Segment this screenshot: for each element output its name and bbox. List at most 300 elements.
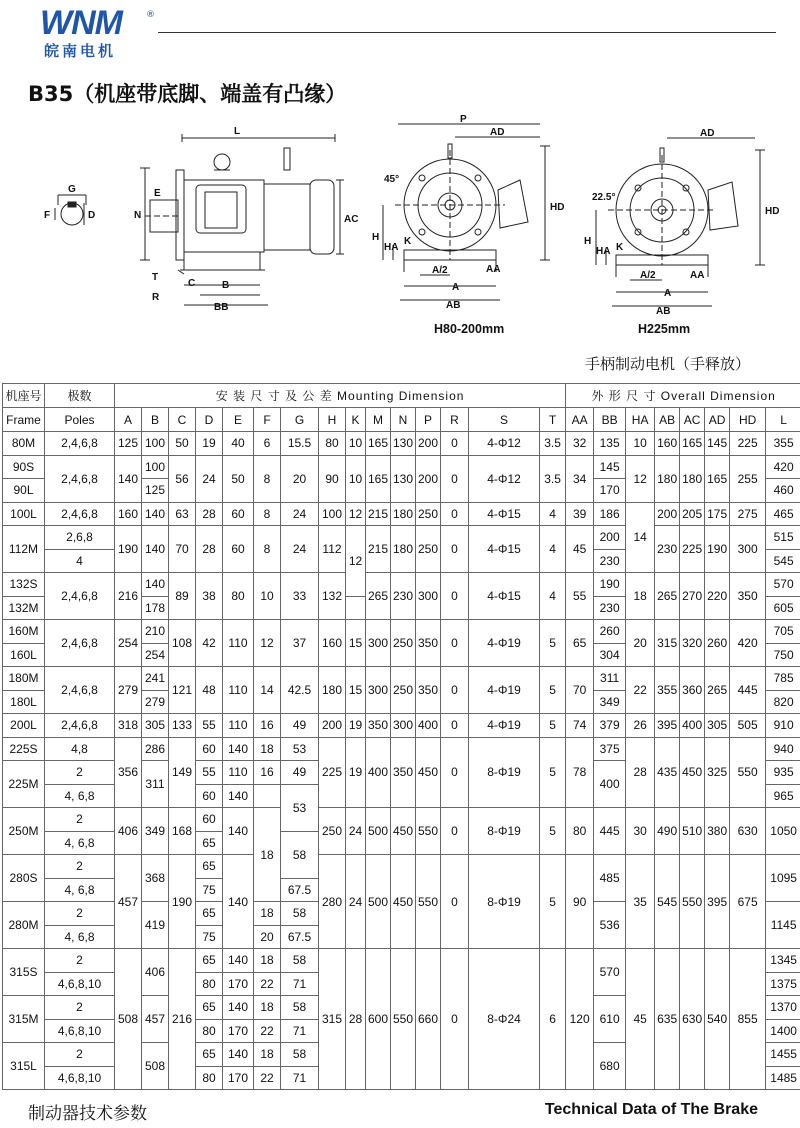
table-row [3, 455, 800, 479]
cell-g: 53 [281, 784, 319, 831]
cell-ha: 14 [626, 502, 655, 573]
cell-e: 140 [223, 949, 254, 973]
cell-ha: 18 [626, 573, 655, 620]
cell-frame: 132S [3, 573, 45, 597]
cell-frame: 112M [3, 526, 45, 573]
cell-f: 18 [254, 996, 281, 1020]
cell-a: 356 [115, 737, 142, 808]
cell-b: 457 [142, 996, 169, 1043]
table-row [3, 667, 800, 691]
cell-b: 210 [142, 620, 169, 644]
cell-s: 8-Φ19 [469, 737, 540, 808]
cell-b: 368 [142, 855, 169, 902]
cell-n: 180 [391, 502, 416, 526]
cell-l: 570 [766, 573, 800, 597]
cell-frame: 315S [3, 949, 45, 996]
label-B: B [222, 280, 230, 291]
cell-ad: 165 [705, 455, 730, 502]
cell-e: 110 [223, 620, 254, 667]
cell-t: 5 [540, 667, 566, 714]
cell-s: 4-Φ15 [469, 573, 540, 620]
dimension-table [2, 383, 800, 1090]
cell-t: 5 [540, 714, 566, 738]
cell-l: 515 [766, 526, 800, 550]
cell-l: 965 [766, 784, 800, 808]
cell-n: 250 [391, 620, 416, 667]
cell-n: 180 [391, 526, 416, 573]
label-A2: A/2 [432, 265, 448, 276]
cell-l: 935 [766, 761, 800, 785]
cell-d: 65 [196, 996, 223, 1020]
cell-ab: 490 [655, 808, 680, 855]
cell-d: 28 [196, 502, 223, 526]
header-poles-cn: 极数 [45, 384, 115, 408]
cell-e: 170 [223, 1019, 254, 1043]
cell-g: 71 [281, 972, 319, 996]
cell-b: 419 [142, 902, 169, 949]
cell-b: 349 [142, 808, 169, 855]
label-D: D [88, 210, 96, 221]
table-row [3, 573, 800, 597]
label-A: A [452, 282, 460, 293]
cell-poles: 2 [45, 996, 115, 1020]
cell-c: 121 [169, 667, 196, 714]
cell-h: 315 [319, 949, 346, 1090]
cell-g: 33 [281, 573, 319, 620]
col-M: M [366, 408, 391, 432]
cell-poles: 4 [45, 549, 115, 573]
cell-bb: 400 [594, 761, 626, 808]
cell-s: 8-Φ24 [469, 949, 540, 1090]
label-AA-2: AA [690, 270, 705, 281]
cell-g: 58 [281, 902, 319, 926]
cell-l: 1485 [766, 1066, 800, 1090]
cell-e: 60 [223, 526, 254, 573]
cell-bb: 200 [594, 526, 626, 550]
label-G: G [68, 184, 76, 195]
cell-e: 110 [223, 761, 254, 785]
cell-ad: 380 [705, 808, 730, 855]
cell-l: 545 [766, 549, 800, 573]
cell-h: 100 [319, 502, 346, 526]
cell-s: 4-Φ19 [469, 714, 540, 738]
cell-hd: 420 [730, 620, 766, 667]
cell-b: 178 [142, 596, 169, 620]
cell-g: 20 [281, 455, 319, 502]
cell-m: 165 [366, 432, 391, 456]
cell-ha: 22 [626, 667, 655, 714]
cell-l: 1400 [766, 1019, 800, 1043]
cell-l: 705 [766, 620, 800, 644]
cell-g: 49 [281, 714, 319, 738]
cell-d: 65 [196, 1043, 223, 1067]
label-L: L [234, 126, 241, 137]
label-AB-2: AB [656, 306, 671, 317]
cell-b: 100 [142, 455, 169, 479]
cell-frame: 160L [3, 643, 45, 667]
cell-frame: 90L [3, 479, 45, 503]
cell-r: 0 [441, 949, 469, 1090]
cell-poles: 4,8 [45, 737, 115, 761]
end-view-h225-drawing [596, 138, 765, 306]
cell-h: 200 [319, 714, 346, 738]
cell-l: 940 [766, 737, 800, 761]
cell-p: 250 [416, 526, 441, 573]
cell-a: 457 [115, 855, 142, 949]
label-K: K [404, 236, 412, 247]
registered-mark: ® [146, 10, 155, 20]
cell-t: 3.5 [540, 455, 566, 502]
cell-hd: 505 [730, 714, 766, 738]
motor-drawings [0, 110, 800, 350]
cell-m: 265 [366, 573, 391, 620]
table-row [3, 714, 800, 738]
brake-data-title-en: Technical Data of The Brake [544, 1101, 758, 1118]
cell-g: 15.5 [281, 432, 319, 456]
cell-hd: 445 [730, 667, 766, 714]
cell-b: 286 [142, 737, 169, 761]
cell-ha: 45 [626, 949, 655, 1090]
cell-b: 140 [142, 526, 169, 573]
cell-l: 820 [766, 690, 800, 714]
label-P: P [460, 114, 467, 125]
label-AD: AD [490, 127, 505, 138]
cell-m: 400 [366, 737, 391, 808]
cell-f: 16 [254, 714, 281, 738]
cell-hd: 855 [730, 949, 766, 1090]
cell-k: 12 [346, 526, 366, 597]
end-view-h80-200-drawing [383, 124, 550, 300]
col-E: E [223, 408, 254, 432]
cell-t: 5 [540, 737, 566, 808]
cell-ad: 145 [705, 432, 730, 456]
cell-c: 50 [169, 432, 196, 456]
cell-poles: 2,4,6,8 [45, 714, 115, 738]
cell-poles: 4, 6,8 [45, 784, 115, 808]
cell-g: 58 [281, 1043, 319, 1067]
cell-frame: 200L [3, 714, 45, 738]
cell-f: 18 [254, 949, 281, 973]
cell-k [346, 596, 366, 620]
cell-a: 508 [115, 949, 142, 1090]
cell-k: 24 [346, 808, 366, 855]
cell-e: 140 [223, 808, 254, 855]
col-G: G [281, 408, 319, 432]
cell-poles: 2,4,6,8 [45, 432, 115, 456]
cell-ac: 630 [680, 949, 705, 1090]
page-title: B35（机座带底脚、端盖有凸缘） [28, 82, 347, 106]
side-view-drawing [140, 134, 344, 305]
cell-t: 5 [540, 808, 566, 855]
cell-l: 460 [766, 479, 800, 503]
table-row [3, 855, 800, 879]
col-AD: AD [705, 408, 730, 432]
cell-e: 170 [223, 1066, 254, 1090]
cell-l: 1050 [766, 808, 800, 855]
cell-r: 0 [441, 808, 469, 855]
cell-hd: 225 [730, 432, 766, 456]
cell-d: 42 [196, 620, 223, 667]
cell-ha: 28 [626, 737, 655, 808]
cell-poles: 2 [45, 902, 115, 926]
dimension-table-body [3, 432, 800, 1090]
cell-s: 4-Φ15 [469, 502, 540, 526]
cell-f: 18 [254, 1043, 281, 1067]
cell-d: 38 [196, 573, 223, 620]
table-row [3, 620, 800, 644]
cell-h: 132 [319, 573, 346, 620]
cell-frame: 280S [3, 855, 45, 902]
col-D: D [196, 408, 223, 432]
cell-ad: 190 [705, 526, 730, 573]
cell-bb: 135 [594, 432, 626, 456]
cell-bb: 311 [594, 667, 626, 691]
cell-l: 785 [766, 667, 800, 691]
cell-e: 140 [223, 1043, 254, 1067]
cell-b: 241 [142, 667, 169, 691]
cell-n: 300 [391, 714, 416, 738]
cell-bb: 260 [594, 620, 626, 644]
cell-hd: 300 [730, 526, 766, 573]
cell-k: 12 [346, 502, 366, 526]
cell-bb: 230 [594, 596, 626, 620]
cell-l: 750 [766, 643, 800, 667]
cell-s: 4-Φ12 [469, 455, 540, 502]
label-HA: HA [384, 242, 399, 253]
cell-m: 500 [366, 808, 391, 855]
cell-l: 1370 [766, 996, 800, 1020]
label-K-2: K [616, 242, 624, 253]
cell-b: 140 [142, 573, 169, 597]
cell-hd: 350 [730, 573, 766, 620]
cell-r: 0 [441, 667, 469, 714]
cell-p: 350 [416, 667, 441, 714]
cell-a: 318 [115, 714, 142, 738]
cell-g: 71 [281, 1066, 319, 1090]
cell-c: 108 [169, 620, 196, 667]
cell-g: 58 [281, 996, 319, 1020]
col-C: C [169, 408, 196, 432]
cell-hd: 255 [730, 455, 766, 502]
cell-h: 112 [319, 526, 346, 573]
cell-d: 48 [196, 667, 223, 714]
cell-e: 50 [223, 455, 254, 502]
cell-m: 300 [366, 667, 391, 714]
cell-e: 110 [223, 667, 254, 714]
cell-frame: 132M [3, 596, 45, 620]
drawing-subcaption: 手柄制动电机（手释放） [585, 355, 751, 373]
label-A-2: A [664, 288, 672, 299]
cell-d: 75 [196, 925, 223, 949]
label-AC: AC [344, 214, 359, 225]
cell-poles: 2,6,8 [45, 526, 115, 550]
col-L: L [766, 408, 800, 432]
cell-aa: 39 [566, 502, 594, 526]
cell-b: 279 [142, 690, 169, 714]
cell-k: 15 [346, 667, 366, 714]
cell-r: 0 [441, 737, 469, 808]
cell-l: 420 [766, 455, 800, 479]
cell-h: 90 [319, 455, 346, 502]
cell-c: 216 [169, 949, 196, 1090]
cell-poles: 4, 6,8 [45, 878, 115, 902]
cell-k: 15 [346, 620, 366, 667]
cell-h: 280 [319, 855, 346, 949]
label-T: T [152, 272, 159, 283]
col-AC: AC [680, 408, 705, 432]
col-AB: AB [655, 408, 680, 432]
cell-ab: 315 [655, 620, 680, 667]
cell-ab: 160 [655, 432, 680, 456]
cell-c: 56 [169, 455, 196, 502]
cell-f: 18 [254, 737, 281, 761]
cell-p: 250 [416, 502, 441, 526]
cell-e: 80 [223, 573, 254, 620]
cell-s: 4-Φ19 [469, 620, 540, 667]
cell-s: 4-Φ12 [469, 432, 540, 456]
cell-l: 605 [766, 596, 800, 620]
cell-ad: 175 [705, 502, 730, 526]
cell-ad: 265 [705, 667, 730, 714]
cell-g: 24 [281, 502, 319, 526]
cell-k: 10 [346, 455, 366, 502]
cell-ac: 205 [680, 502, 705, 526]
cell-poles: 4,6,8,10 [45, 1019, 115, 1043]
cell-p: 200 [416, 432, 441, 456]
cell-d: 55 [196, 714, 223, 738]
cell-poles: 2,4,6,8 [45, 667, 115, 714]
cell-n: 450 [391, 855, 416, 949]
cell-e: 140 [223, 996, 254, 1020]
cell-t: 4 [540, 573, 566, 620]
caption-h225: H225mm [638, 322, 691, 336]
cell-r: 0 [441, 526, 469, 573]
cell-m: 215 [366, 526, 391, 573]
label-AB: AB [446, 300, 461, 311]
cell-ad: 260 [705, 620, 730, 667]
cell-r: 0 [441, 502, 469, 526]
cell-s: 4-Φ15 [469, 526, 540, 573]
cell-ad: 395 [705, 855, 730, 949]
cell-l: 355 [766, 432, 800, 456]
cell-frame: 225S [3, 737, 45, 761]
cell-n: 230 [391, 573, 416, 620]
cell-poles: 2 [45, 855, 115, 879]
cell-m: 500 [366, 855, 391, 949]
cell-e: 60 [223, 502, 254, 526]
col-AA: AA [566, 408, 594, 432]
cell-p: 350 [416, 620, 441, 667]
table-row [3, 949, 800, 973]
cell-g: 37 [281, 620, 319, 667]
cell-ac: 180 [680, 455, 705, 502]
cell-a: 140 [115, 455, 142, 502]
cell-h: 160 [319, 620, 346, 667]
cell-g: 42.5 [281, 667, 319, 714]
cell-poles: 2 [45, 761, 115, 785]
cell-p: 450 [416, 737, 441, 808]
col-K: K [346, 408, 366, 432]
cell-g: 24 [281, 526, 319, 573]
cell-a: 254 [115, 620, 142, 667]
cell-d: 65 [196, 855, 223, 879]
cell-s: 8-Φ19 [469, 808, 540, 855]
cell-g: 71 [281, 1019, 319, 1043]
cell-m: 300 [366, 620, 391, 667]
label-45deg: 45° [384, 174, 400, 185]
cell-g: 53 [281, 737, 319, 761]
cell-p: 660 [416, 949, 441, 1090]
cell-c: 70 [169, 526, 196, 573]
label-HD: HD [550, 202, 565, 213]
cell-m: 215 [366, 502, 391, 526]
cell-ad: 305 [705, 714, 730, 738]
header-divider [158, 32, 776, 33]
col-A: A [115, 408, 142, 432]
label-N: N [134, 210, 142, 221]
cell-ac: 550 [680, 855, 705, 949]
cell-b: 140 [142, 502, 169, 526]
cell-t: 4 [540, 526, 566, 573]
cell-frame: 80M [3, 432, 45, 456]
cell-c: 63 [169, 502, 196, 526]
cell-f: 22 [254, 1066, 281, 1090]
cell-d: 60 [196, 737, 223, 761]
cell-l: 1375 [766, 972, 800, 996]
cell-k: 24 [346, 855, 366, 949]
col-N: N [391, 408, 416, 432]
label-F: F [44, 210, 51, 221]
cell-t: 3.5 [540, 432, 566, 456]
cell-h: 225 [319, 737, 346, 808]
cell-ha: 10 [626, 432, 655, 456]
cell-ab: 395 [655, 714, 680, 738]
cell-hd: 550 [730, 737, 766, 808]
label-HD-2: HD [765, 206, 780, 217]
cell-d: 60 [196, 808, 223, 832]
cell-a: 279 [115, 667, 142, 714]
cell-bb: 375 [594, 737, 626, 761]
col-H: H [319, 408, 346, 432]
cell-f: 18 [254, 808, 281, 902]
brand-name: 皖南电机 [44, 42, 117, 60]
cell-ha: 20 [626, 620, 655, 667]
cell-bb: 170 [594, 479, 626, 503]
cell-aa: 70 [566, 667, 594, 714]
cell-bb: 680 [594, 1043, 626, 1090]
cell-l: 465 [766, 502, 800, 526]
cell-ac: 320 [680, 620, 705, 667]
label-R: R [152, 292, 160, 303]
cell-bb: 610 [594, 996, 626, 1043]
cell-f: 6 [254, 432, 281, 456]
cell-poles: 2,4,6,8 [45, 455, 115, 502]
cell-bb: 536 [594, 902, 626, 949]
cell-m: 165 [366, 455, 391, 502]
cell-frame: 280M [3, 902, 45, 949]
header-poles-en: Poles [45, 408, 115, 432]
cell-f: 8 [254, 502, 281, 526]
cell-aa: 78 [566, 737, 594, 808]
cell-frame: 160M [3, 620, 45, 644]
cell-a: 406 [115, 808, 142, 855]
cell-ab: 435 [655, 737, 680, 808]
cell-l: 1455 [766, 1043, 800, 1067]
cell-hd: 630 [730, 808, 766, 855]
cell-ab: 230 [655, 526, 680, 573]
shaft-section-drawing [55, 195, 86, 225]
cell-bb: 349 [594, 690, 626, 714]
